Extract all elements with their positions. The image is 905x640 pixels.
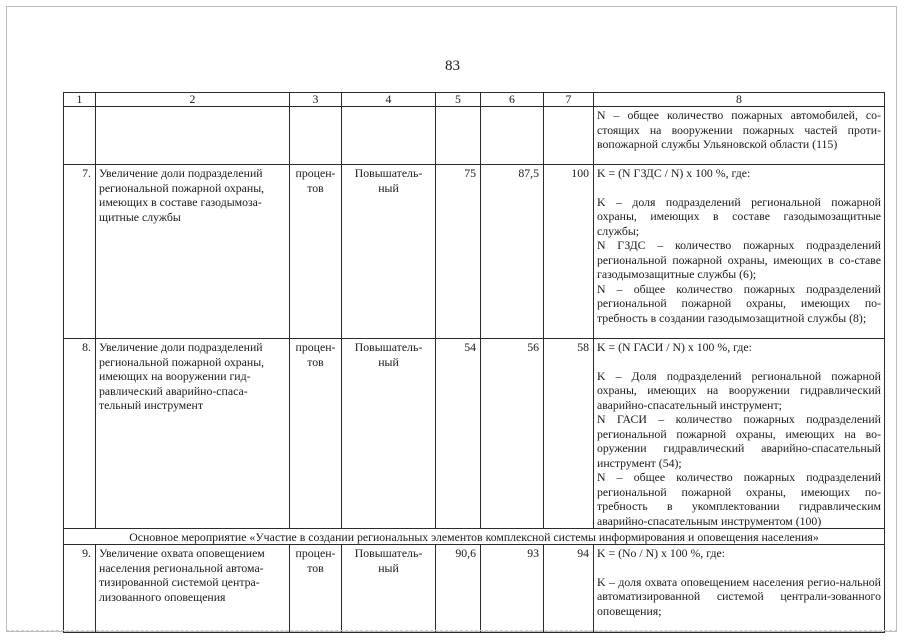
definition-k: K – Доля подразделений региональной пожарной охраны, имеющих на вооружении гидравлический аварийно-спасательный инструмент;	[597, 368, 881, 412]
formula: K = (No / N) x 100 %, где:	[597, 546, 725, 560]
continuation-description: N – общее количество пожарных автомобилей, со-стоящих на вооружении пожарных частей проти-вопожарной службы Ульяновской области (115)	[594, 107, 885, 165]
row-number: 8.	[64, 339, 96, 529]
value-col5: 90,6	[436, 545, 481, 633]
calculation-method	[594, 165, 885, 339]
value-col7: 100	[544, 165, 594, 339]
row-number: 9.	[64, 545, 96, 633]
table-row-7	[64, 165, 885, 339]
unit-cell: процен-тов	[290, 165, 342, 339]
header-cell: 2	[96, 93, 290, 107]
type-cell: Повышатель-ный	[342, 165, 436, 339]
definition-n-gzds: N ГЗДС – количество пожарных подразделений региональной пожарной охраны, имеющих в со-ставе газодымозащитные службы (6);	[597, 238, 881, 281]
header-cell: 1	[64, 93, 96, 107]
value-col7: 94	[544, 545, 594, 633]
indicators-table	[63, 92, 885, 633]
header-cell: 7	[544, 93, 594, 107]
indicator-name: Увеличение охвата оповещением населения региональной автома-тизированной системой центра-лизованного оповещения	[96, 545, 290, 633]
table-row-8	[64, 339, 885, 529]
row-number: 7.	[64, 165, 96, 339]
header-cell: 8	[594, 93, 885, 107]
type-cell: Повышатель-ный	[342, 545, 436, 633]
page-number: 83	[445, 58, 460, 74]
header-cell: 5	[436, 93, 481, 107]
definition-n: N – общее количество пожарных подразделений региональной пожарной охраны, имеющих по-требность в укомплектовании гидравлическим аварийно-спасательным инструментом (100)	[597, 470, 881, 528]
indicator-name: Увеличение доли подразделений региональной пожарной охраны, имеющих в составе газодымоза-щитные службы	[96, 165, 290, 339]
definition-n: N – общее количество пожарных подразделений региональной пожарной охраны, имеющих по-требность в создании газодымозащитной службы (8);	[597, 281, 881, 325]
header-cell: 4	[342, 93, 436, 107]
value-col6: 87,5	[481, 165, 544, 339]
value-col5: 54	[436, 339, 481, 529]
table-row-9	[64, 545, 885, 633]
section-title: Основное мероприятие «Участие в создании региональных элементов комплексной системы информирования и оповещения населения»	[64, 529, 885, 545]
formula: K = (N ГЗДС / N) x 100 %, где:	[597, 166, 751, 180]
value-col7: 58	[544, 339, 594, 529]
header-cell: 3	[290, 93, 342, 107]
type-cell: Повышатель-ный	[342, 339, 436, 529]
calculation-method	[594, 339, 885, 529]
unit-cell: процен-тов	[290, 545, 342, 633]
section-row	[64, 529, 885, 545]
definition-n-gasi: N ГАСИ – количество пожарных подразделений региональной пожарной охраны, имеющих на во-оружении гидравлический аварийно-спасательный инструмент (54);	[597, 412, 881, 470]
page-bottom-edge	[6, 630, 897, 631]
unit-cell: процен-тов	[290, 339, 342, 529]
definition-k: K – доля охвата оповещением населения регио-нальной автоматизированной системой централи-зованного оповещения;	[597, 574, 881, 618]
value-col6: 56	[481, 339, 544, 529]
header-cell: 6	[481, 93, 544, 107]
value-col5: 75	[436, 165, 481, 339]
continuation-row	[64, 107, 885, 165]
definition-k: K – доля подразделений региональной пожарной охраны, имеющих в составе газодымозащитные службы;	[597, 194, 881, 238]
value-col6: 93	[481, 545, 544, 633]
calculation-method	[594, 545, 885, 633]
indicator-name: Увеличение доли подразделений региональной пожарной охраны, имеющих на вооружении гид-равлический аварийно-спаса-тельный инструмент	[96, 339, 290, 529]
formula: K = (N ГАСИ / N) x 100 %, где:	[597, 340, 752, 354]
table-header-row	[64, 93, 885, 107]
